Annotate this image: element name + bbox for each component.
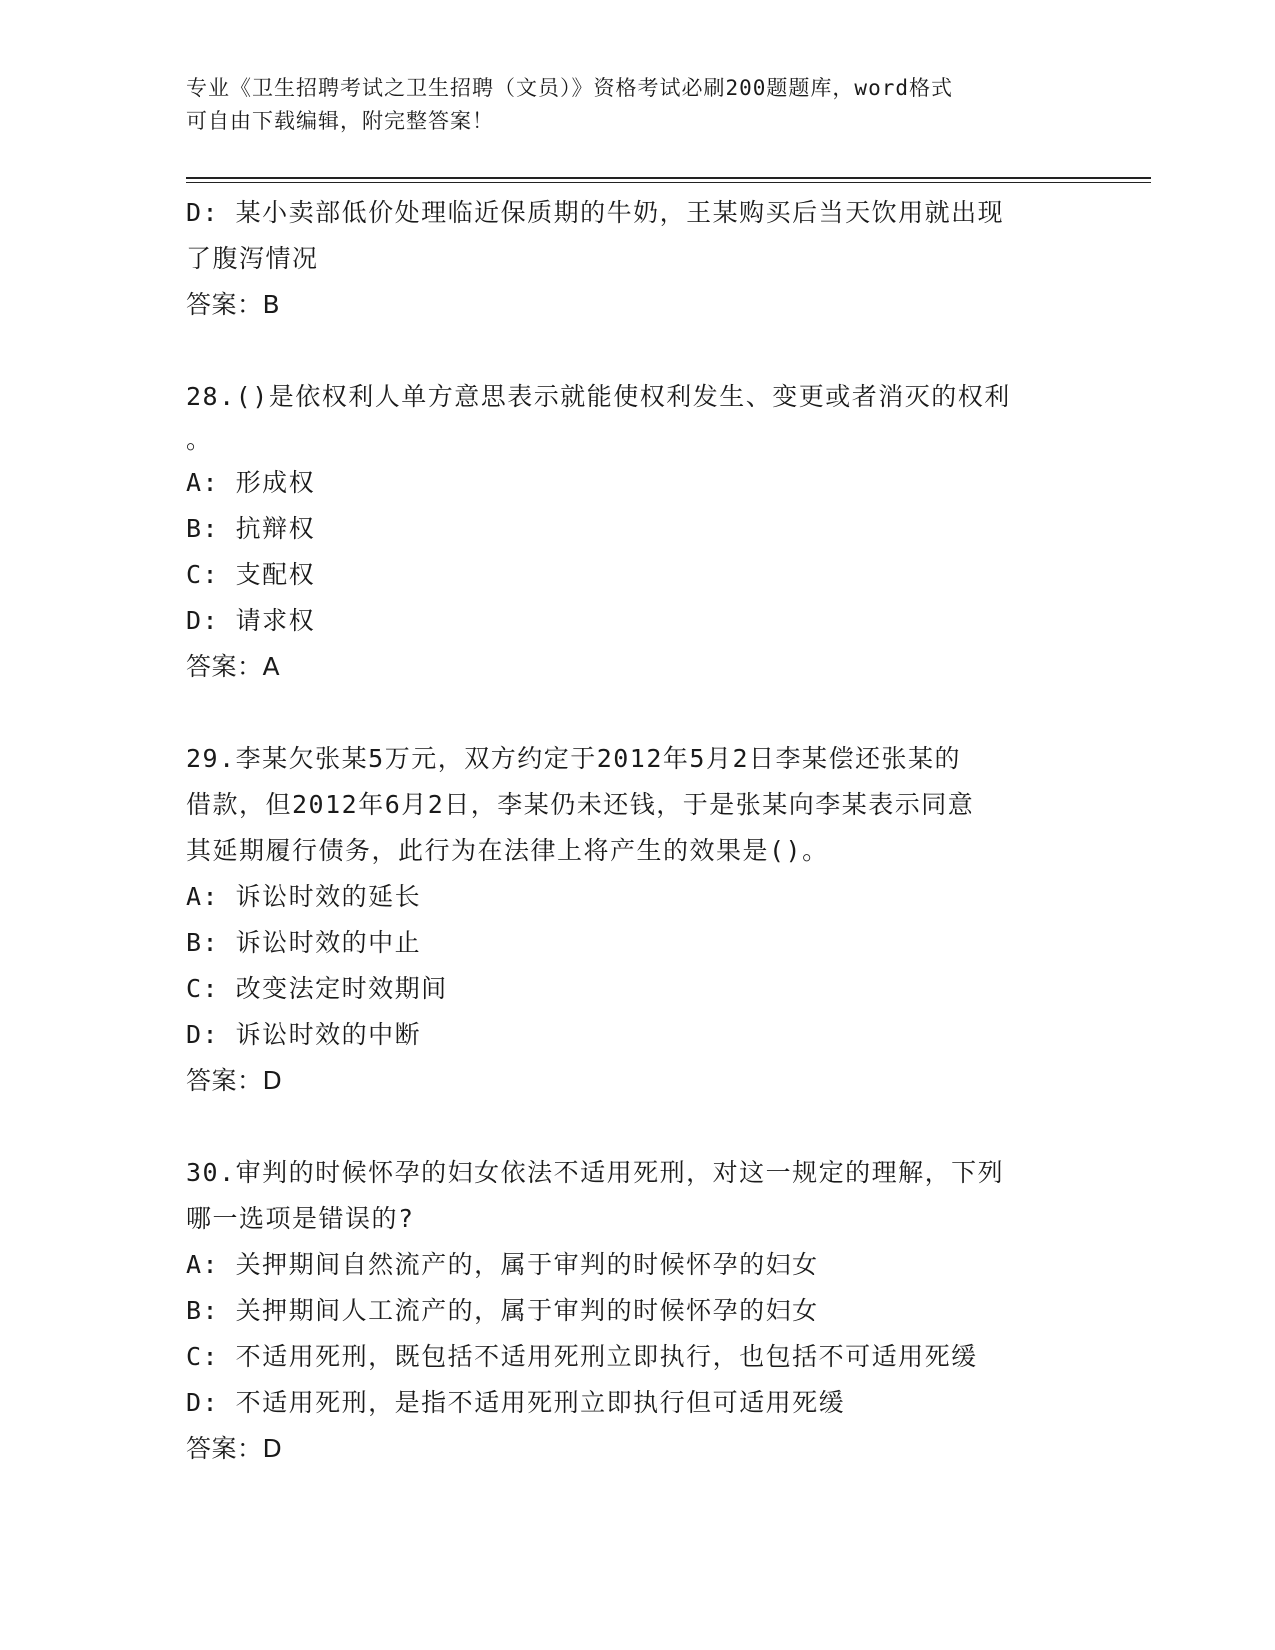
question-list	[186, 190, 1066, 1472]
question-stem-line3: 其延期履行债务，此行为在法律上将产生的效果是()。	[186, 836, 829, 865]
answer-label: 答案：B	[186, 290, 281, 319]
question-stem-continued: 。	[186, 425, 213, 454]
option-c: C: 不适用死刑，既包括不适用死刑立即执行，也包括不可适用死缓	[186, 1342, 978, 1371]
question-29	[186, 736, 1066, 1104]
header-divider-thick	[186, 177, 1151, 179]
option-d: D: 不适用死刑，是指不适用死刑立即执行但可适用死缓	[186, 1388, 846, 1417]
question-stem: 29.李某欠张某5万元，双方约定于2012年5月2日李某偿还张某的	[186, 744, 962, 773]
answer-label: 答案：D	[186, 1434, 283, 1463]
option-d-continued: 了腹泻情况	[186, 244, 319, 273]
option-a: A: 形成权	[186, 468, 316, 497]
option-d: D: 诉讼时效的中断	[186, 1020, 422, 1049]
option-d: D: 请求权	[186, 606, 316, 635]
option-c: C: 改变法定时效期间	[186, 974, 448, 1003]
document-header	[186, 72, 1086, 138]
header-title-line1: 专业《卫生招聘考试之卫生招聘（文员）》资格考试必刷200题题库，word格式	[186, 76, 953, 100]
option-a: A: 关押期间自然流产的，属于审判的时候怀孕的妇女	[186, 1250, 819, 1279]
answer-label: 答案：A	[186, 652, 281, 681]
option-b: B: 抗辩权	[186, 514, 316, 543]
question-stem: 30.审判的时候怀孕的妇女依法不适用死刑，对这一规定的理解，下列	[186, 1158, 1005, 1187]
question-stem-line2: 借款，但2012年6月2日，李某仍未还钱，于是张某向李某表示同意	[186, 790, 975, 819]
option-b: B: 诉讼时效的中止	[186, 928, 422, 957]
option-c: C: 支配权	[186, 560, 316, 589]
question-27-continued	[186, 190, 1066, 328]
header-divider-thin	[186, 182, 1151, 183]
option-d: D: 某小卖部低价处理临近保质期的牛奶，王某购买后当天饮用就出现	[186, 198, 1005, 227]
header-title-line2: 可自由下载编辑，附完整答案！	[186, 109, 494, 133]
option-b: B: 关押期间人工流产的，属于审判的时候怀孕的妇女	[186, 1296, 819, 1325]
option-a: A: 诉讼时效的延长	[186, 882, 422, 911]
question-stem: 28.()是依权利人单方意思表示就能使权利发生、变更或者消灭的权利	[186, 382, 1011, 411]
answer-label: 答案：D	[186, 1066, 283, 1095]
question-30	[186, 1150, 1066, 1472]
question-28	[186, 374, 1066, 690]
question-stem-line2: 哪一选项是错误的?	[186, 1204, 415, 1233]
